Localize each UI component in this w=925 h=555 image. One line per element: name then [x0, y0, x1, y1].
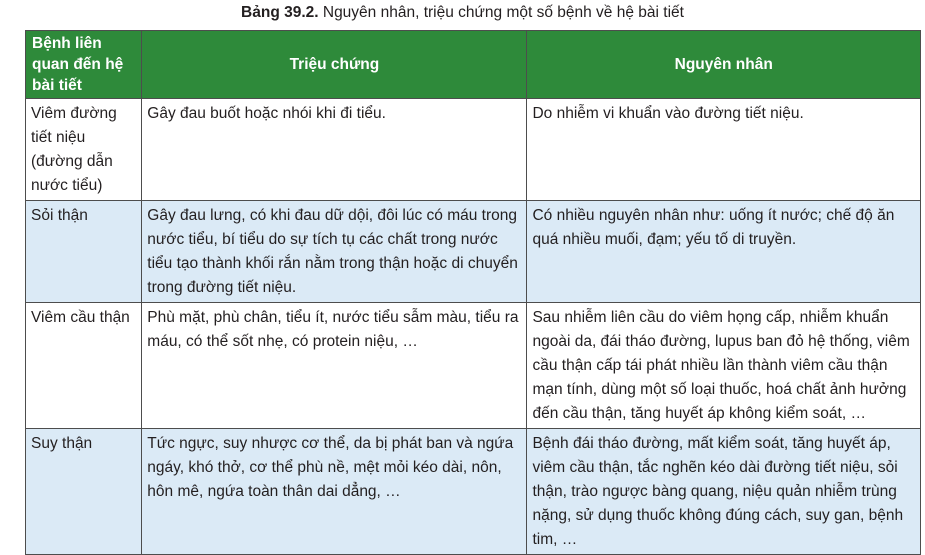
disease-table	[25, 30, 921, 555]
table-row	[26, 303, 921, 429]
disease-cell: Sỏi thận	[26, 201, 142, 303]
symptoms-cell: Phù mặt, phù chân, tiểu ít, nước tiểu sẫm màu, tiểu ra máu, có thể sốt nhẹ, có protein niệu, …	[142, 303, 527, 429]
disease-cell: Viêm đường tiết niệu (đường dẫn nước tiểu)	[26, 99, 142, 201]
table-caption	[0, 0, 925, 30]
causes-cell: Có nhiều nguyên nhân như: uống ít nước; chế độ ăn quá nhiều muối, đạm; yếu tố di truyền.	[527, 201, 921, 303]
column-header-symptoms: Triệu chứng	[142, 31, 527, 99]
column-header-causes: Nguyên nhân	[527, 31, 921, 99]
table-row	[26, 429, 921, 555]
symptoms-cell: Gây đau buốt hoặc nhói khi đi tiểu.	[142, 99, 527, 201]
table-row	[26, 201, 921, 303]
column-header-disease: Bệnh liên quan đến hệ bài tiết	[26, 31, 142, 99]
table-title: Nguyên nhân, triệu chứng một số bệnh về hệ bài tiết	[318, 4, 684, 21]
causes-cell: Bệnh đái tháo đường, mất kiểm soát, tăng huyết áp, viêm cầu thận, tắc nghẽn kéo dài đường tiết niệu, sỏi thận, trào ngược bàng quang, niệu quản nhiễm trùng nặng, sử dụng thuốc không đúng cách, suy gan, bệnh tim, …	[527, 429, 921, 555]
causes-cell: Do nhiễm vi khuẩn vào đường tiết niệu.	[527, 99, 921, 201]
causes-cell: Sau nhiễm liên cầu do viêm họng cấp, nhiễm khuẩn ngoài da, đái tháo đường, lupus ban đỏ hệ thống, viêm cầu thận cấp tái phát nhiều lần thành viêm cầu thận mạn tính, dùng một số loại thuốc, hoá chất ảnh hưởng đến cầu thận, tăng huyết áp không kiểm soát, …	[527, 303, 921, 429]
table-number: Bảng 39.2.	[241, 4, 319, 21]
table-row	[26, 99, 921, 201]
disease-cell: Viêm cầu thận	[26, 303, 142, 429]
symptoms-cell: Tức ngực, suy nhược cơ thể, da bị phát ban và ngứa ngáy, khó thở, cơ thể phù nề, mệt mỏi kéo dài, nôn, hôn mê, ngứa toàn thân dai dẳng, …	[142, 429, 527, 555]
disease-cell: Suy thận	[26, 429, 142, 555]
symptoms-cell: Gây đau lưng, có khi đau dữ dội, đôi lúc có máu trong nước tiểu, bí tiểu do sự tích tụ các chất trong nước tiểu tạo thành khối rắn nằm trong thận hoặc di chuyển trong đường tiết niệu.	[142, 201, 527, 303]
table-header-row	[26, 31, 921, 99]
